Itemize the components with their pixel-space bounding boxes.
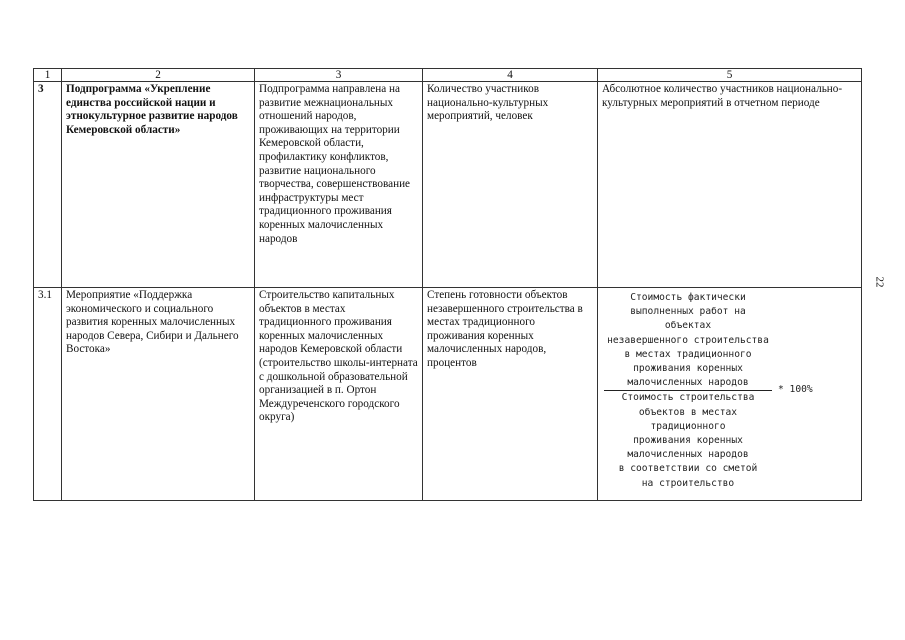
indicators-table — [33, 68, 862, 501]
formula-denominator — [604, 391, 772, 490]
header-cell-5: 5 — [598, 69, 862, 82]
indicator-name-cell: Степень готовности объектов незавершенного строительства в местах традиционного проживания коренных малочисленных народов, процентов — [423, 288, 598, 501]
numerator-line: малочисленных народов — [627, 377, 749, 389]
formula-numerator — [604, 291, 772, 390]
indicator-method-cell: Абсолютное количество участников национально-культурных мероприятий в отчетном периоде — [598, 82, 862, 288]
denominator-line: объектов в местах — [638, 406, 738, 418]
table-row-subprogram — [34, 82, 862, 288]
denominator-line: в соответствии со сметой — [618, 463, 758, 475]
denominator-line: традиционного — [650, 420, 726, 432]
header-cell-2: 2 — [62, 69, 255, 82]
numerator-line: объектах — [664, 320, 712, 332]
table-row-measure — [34, 288, 862, 501]
denominator-line: на строительство — [641, 477, 735, 489]
measure-description-cell: Строительство капитальных объектов в местах традиционного проживания коренных малочисленных народов Кемеровской области (строительство школы-интерната с дошкольной образовательной организацией в п. Ортон Междуреченского городского округа) — [255, 288, 423, 501]
row-number-cell: 3 — [34, 82, 62, 288]
calculation-formula — [604, 291, 813, 491]
row-number-cell: 3.1 — [34, 288, 62, 501]
measure-name-cell: Мероприятие «Поддержка экономического и социального развития коренных малочисленных народов Севера, Сибири и Дальнего Востока» — [62, 288, 255, 501]
denominator-line: малочисленных народов — [627, 449, 749, 461]
table-header-row — [34, 69, 862, 82]
subprogram-name-cell: Подпрограмма «Укрепление единства российской нации и этнокультурное развитие народов Кемеровской области» — [62, 82, 255, 288]
numerator-line: Стоимость фактически — [630, 292, 746, 303]
formula-multiplier: * 100% — [778, 384, 813, 396]
denominator-line: Стоимость строительства — [621, 392, 755, 404]
header-cell-3: 3 — [255, 69, 423, 82]
denominator-line: проживания коренных — [633, 435, 743, 447]
numerator-line: выполненных работ на — [630, 306, 746, 318]
header-cell-4: 4 — [423, 69, 598, 82]
numerator-line: в местах традиционного — [624, 348, 752, 360]
numerator-line: незавершенного строительства — [607, 334, 769, 346]
fraction-bar — [604, 390, 772, 391]
formula-cell — [598, 288, 862, 501]
numerator-line: проживания коренных — [633, 363, 743, 375]
indicator-name-cell: Количество участников национально-культурных мероприятий, человек — [423, 82, 598, 288]
page-number: 22 — [873, 276, 886, 288]
header-cell-1: 1 — [34, 69, 62, 82]
subprogram-description-cell: Подпрограмма направлена на развитие межнациональных отношений народов, проживающих на территории Кемеровской области, профилактику конфликтов, развитие национального творчества, совершенствование инфраструктуры мест традиционного проживания коренных малочисленных народов — [255, 82, 423, 288]
fraction-bar-wrap — [604, 384, 813, 396]
